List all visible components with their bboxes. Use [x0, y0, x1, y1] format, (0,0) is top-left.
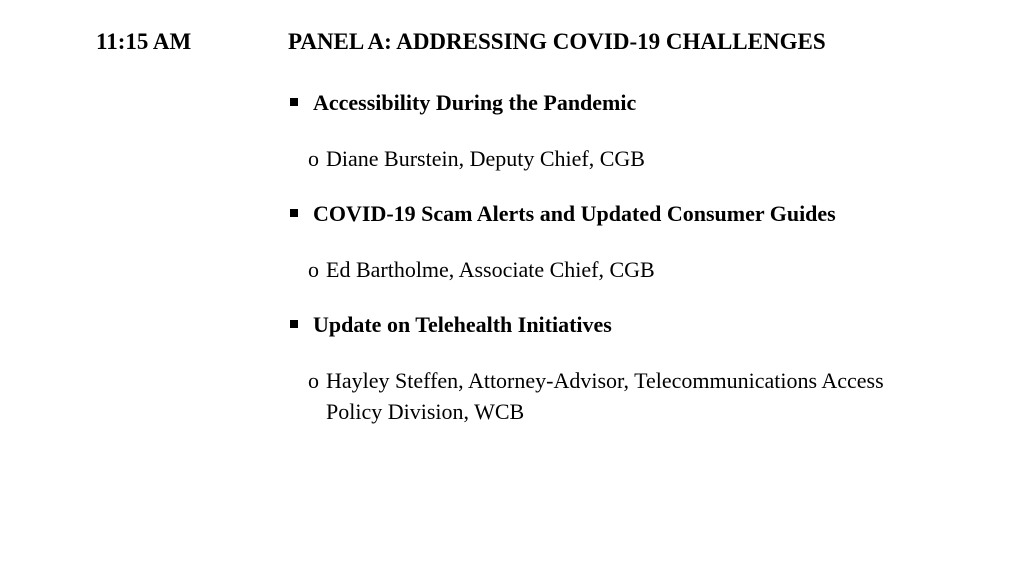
agenda-speaker-label: Ed Bartholme, Associate Chief, CGB [326, 257, 655, 282]
agenda-topic [288, 197, 988, 231]
agenda-speaker [288, 254, 988, 285]
agenda-topic [288, 308, 988, 342]
session-time: 11:15 AM [96, 29, 192, 54]
agenda-topic-label: COVID-19 Scam Alerts and Updated Consumer Guides [313, 201, 836, 226]
agenda-speaker-label: Diane Burstein, Deputy Chief, CGB [326, 146, 645, 171]
square-bullet-icon [290, 320, 298, 328]
hollow-circle-bullet-icon: o [308, 146, 319, 171]
agenda-speaker [288, 365, 988, 427]
square-bullet-icon [290, 209, 298, 217]
square-bullet-icon [290, 98, 298, 106]
panel-title: PANEL A: ADDRESSING COVID-19 CHALLENGES [288, 29, 826, 54]
hollow-circle-bullet-icon: o [308, 368, 319, 393]
agenda-topic [288, 86, 988, 120]
agenda-speaker [288, 143, 988, 174]
agenda-speaker-label: Hayley Steffen, Attorney-Advisor, Telecommunications Access Policy Division, WCB [326, 368, 884, 424]
agenda-topic-label: Accessibility During the Pandemic [313, 90, 637, 115]
agenda-list [288, 86, 988, 450]
agenda-topic-label: Update on Telehealth Initiatives [313, 312, 612, 337]
hollow-circle-bullet-icon: o [308, 257, 319, 282]
